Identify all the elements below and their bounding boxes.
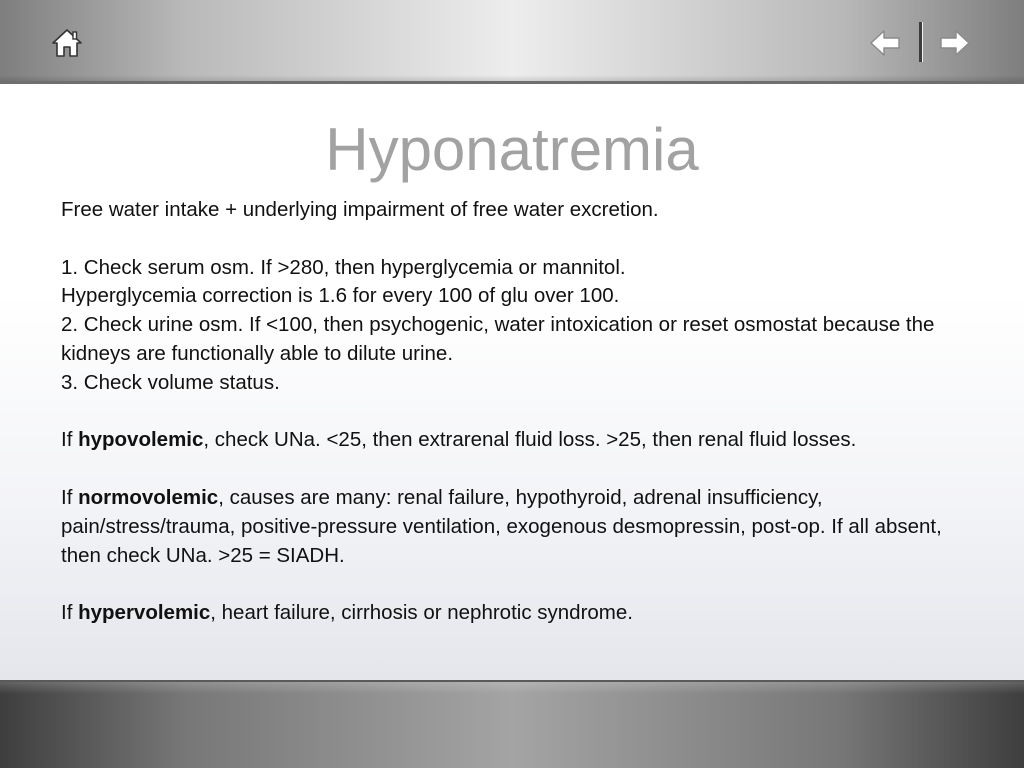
step-3: 3. Check volume status. (61, 370, 280, 394)
slide-body (61, 196, 981, 628)
step-1-line-2: Hyperglycemia correction is 1.6 for every 100 of glu over 100. (61, 284, 620, 308)
hypovolemic-paragraph (61, 426, 981, 455)
normovolemic-prefix: If (61, 485, 79, 509)
normovolemic-term: normovolemic (78, 485, 219, 509)
hypovolemic-text: , check UNa. <25, then extrarenal fluid loss. >25, then renal fluid losses. (203, 428, 857, 452)
slide-title: Hyponatremia (325, 116, 699, 183)
slide-content (0, 84, 1024, 680)
previous-slide-button[interactable] (868, 26, 902, 60)
normovolemic-paragraph (61, 484, 981, 570)
normovolemic-text: , causes are many: renal failure, hypothyroid, adrenal insufficiency, pain/stress/trauma, positive-pressure ventilation, exogenous desmopressin, post-op. If all absent, then check UNa. >25 = SIADH. (61, 485, 942, 567)
hypovolemic-prefix: If (61, 428, 79, 452)
hypovolemic-term: hypovolemic (78, 428, 204, 452)
home-icon (50, 26, 84, 60)
intro-text: Free water intake + underlying impairment of free water excretion. (61, 198, 659, 221)
step-2: 2. Check urine osm. If <100, then psychogenic, water intoxication or reset osmostat because the kidneys are functionally able to dilute urine. (61, 313, 935, 365)
hypervolemic-term: hypervolemic (78, 601, 211, 625)
step-1-line-1: 1. Check serum osm. If >280, then hyperglycemia or mannitol. (61, 255, 626, 279)
hypervolemic-prefix: If (61, 601, 79, 625)
hypervolemic-paragraph (61, 599, 981, 628)
top-toolbar (0, 0, 1024, 84)
arrow-left-icon (868, 26, 902, 60)
next-slide-button[interactable] (938, 26, 972, 60)
home-button[interactable] (50, 26, 84, 60)
arrow-right-icon (938, 26, 972, 60)
hypervolemic-text: , heart failure, cirrhosis or nephrotic syndrome. (210, 601, 633, 625)
nav-divider (919, 22, 922, 62)
bottom-bar (0, 680, 1024, 768)
